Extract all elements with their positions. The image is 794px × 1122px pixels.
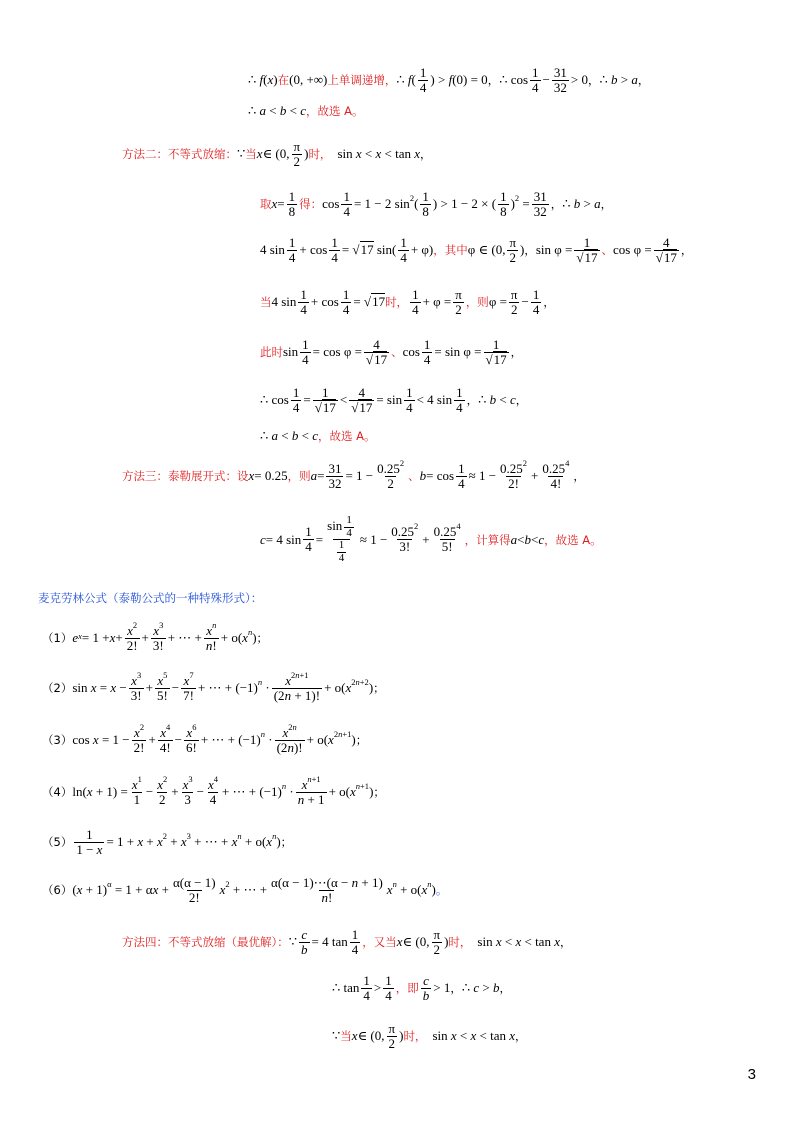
method-2-heading: 方法二：不等式放缩： ∵ 当 x ∈ (0, $\frac{\pi}{2}$ ) 时， sin x < x < tan x ， bbox=[122, 139, 432, 169]
line-at-this-time: 此时 sin $\frac{1}{4}$ = cos φ = $\frac{4}{√17}$ 、 cos $\frac{1}{4}$ = sin φ = $\frac{1}{√17}$ ， bbox=[260, 337, 523, 367]
formula-2: （2） sin x = x − $\frac{x^3}{3!}$ + $\frac{x^5}{5!}$ − $\frac{x^7}{7!}$ + ⋯ + $(-1)^n$ · $\frac{x^{2n+1}}{(2n + 1)!}$ + $o(x^{2n+2})$ ； bbox=[42, 669, 385, 703]
formula-5: （5） $\frac{1}{1 - x}$ = $1 + x + x^2 + x^3$ + ⋯ + $x^n + o(x^n)$ ； bbox=[42, 827, 293, 857]
line-auxiliary-angle: 4 sin $\frac{1}{4}$ + cos $\frac{1}{4}$ = √17 sin( $\frac{1}{4}$ + φ) ，其中 φ ∈ (0, $\frac{\pi}{2}$ ) ， sin φ = $\frac{1}{√17}$ 、 cos φ = $\frac{4}{√17}$ ， bbox=[260, 235, 693, 265]
line-tan-compare: ∴ tan $\frac{1}{4}$ > $\frac{1}{4}$ ，即 $\frac{c}{b}$ > 1 ， ∴ c > b ， bbox=[332, 973, 511, 1003]
method-4-heading: 方法四：不等式放缩（最优解）： ∵ $\frac{c}{b}$ = 4 tan $\frac{1}{4}$ ，又当 x ∈ (0, $\frac{\pi}{2}$ ) 时， sin x < x < tan x ， bbox=[122, 927, 572, 957]
line-monotonic: ∴ f(x) 在 (0, +∞) 上单调递增， ∴ f( $\frac{1}{4}$ ) > f(0) = 0 ， ∴ cos $\frac{1}{4}$ − $\frac{31}{32}$ > 0 ， ∴ b > a ， bbox=[248, 65, 650, 95]
line-compare: ∴ cos $\frac{1}{4}$ = $\frac{1}{√17}$ < $\frac{4}{√17}$ = sin $\frac{1}{4}$ < 4 sin $\frac{1}{4}$ ， ∴ b < c ， bbox=[260, 385, 528, 415]
page-number: 3 bbox=[747, 1066, 756, 1083]
line-c-expansion: c = 4 sin $\frac{1}{4}$ = sin $\frac{1}{4}$ $\frac{1}{4}$ ≈ 1 − $\frac{0.25^2}{3!}$ + $\frac{0.25^4}{5!}$ ，计算得 a < b < c ，故选 A。 bbox=[260, 514, 602, 564]
formula-1: （1） e $^x$ = 1 + x + $\frac{x^2}{2!}$ + $\frac{x^3}{3!}$ + ⋯ + $\frac{x^n}{n!}$ + $o(x^n)$ ； bbox=[42, 619, 269, 653]
line-because-when: ∵ 当 x ∈ (0, $\frac{\pi}{2}$ ) 时， sin x < x < tan x ， bbox=[332, 1021, 527, 1051]
line-when-equal: 当 4 sin $\frac{1}{4}$ + cos $\frac{1}{4}$ = √17 时， $\frac{1}{4}$ + φ = $\frac{\pi}{2}$ ，则 φ = $\frac{\pi}{2}$ − $\frac{1}{4}$ ， bbox=[260, 287, 555, 317]
method-3-heading: 方法三：泰勒展开式：设 x = 0.25 ，则 a = $\frac{31}{32}$ = 1 − $\frac{0.25^2}{2}$ 、 b = cos $\frac{1}{4}$ ≈ 1 − $\frac{0.25^2}{2!}$ + $\frac{0.25^4}{4!}$ ， bbox=[122, 457, 585, 491]
line-conclusion-1: ∴ a < b < c ，故选 A。 bbox=[248, 103, 364, 118]
maclaurin-title: 麦克劳林公式（泰勒公式的一种特殊形式）： bbox=[38, 591, 263, 605]
line-take-x: 取 x = $\frac{1}{8}$ 得： cos $\frac{1}{4}$ = 1 − 2 $\sin^2$( $\frac{1}{8}$ ) > 1 − 2 × ( $\frac{1}{8}$ )$^2$ = $\frac{31}{32}$ ， ∴ b > a ， bbox=[260, 189, 613, 219]
formula-6: （6） $(x + 1)^\alpha = 1 + \alpha x$ + $\frac{\alpha(\alpha - 1)}{2!}$ $x^2$ + ⋯ + $\frac{\alpha(\alpha - 1)\cdots(\alpha - n + 1)}{n!}$ $x^n + o(x^n)$ 。 bbox=[42, 875, 448, 905]
line-conclusion-2: ∴ a < b < c ，故选 A。 bbox=[260, 428, 376, 443]
formula-4: （4） ln(x + 1) = $\frac{x^1}{1}$ − $\frac{x^2}{2}$ + $\frac{x^3}{3}$ − $\frac{x^4}{4}$ + ⋯ + $(-1)^n$ · $\frac{x^{n+1}}{n + 1}$ + $o(x^{n+1})$ ； bbox=[42, 773, 385, 807]
formula-3: （3） cos x = 1 − $\frac{x^2}{2!}$ + $\frac{x^4}{4!}$ − $\frac{x^6}{6!}$ + ⋯ + $(-1)^n$ · $\frac{x^{2n}}{(2n)!}$ + $o(x^{2n+1})$ ； bbox=[42, 721, 368, 755]
